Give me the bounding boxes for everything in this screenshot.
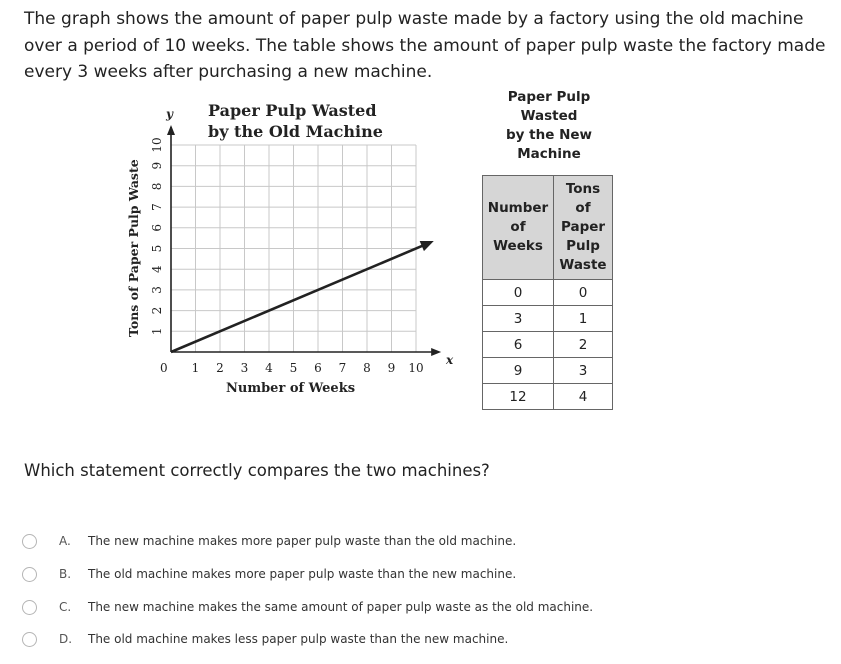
choice-b[interactable] — [22, 563, 642, 585]
y-tick-label: 8 — [150, 182, 164, 191]
choice-text[interactable]: The old machine makes less paper pulp waste than the new machine. — [88, 632, 509, 646]
table-row — [483, 280, 613, 306]
y-axis-arrowhead — [167, 125, 175, 135]
tons-cell: 4 — [554, 384, 613, 410]
y-tick-label: 9 — [150, 161, 164, 170]
y-tick-label: 6 — [150, 223, 164, 232]
table-row — [483, 332, 613, 358]
intro-line: over a period of 10 weeks. The table shows the amount of paper pulp waste the factory made — [24, 35, 826, 56]
table-title-line: by the New — [505, 127, 592, 143]
y-tick-label: 10 — [150, 137, 164, 153]
header-tons: Tons of Paper Pulp Waste — [554, 176, 613, 280]
y-tick-label: 1 — [150, 327, 164, 336]
x-axis-arrowhead — [431, 348, 441, 356]
old-machine-chart — [118, 88, 468, 396]
chart-axes — [167, 125, 441, 356]
origin-label: 0 — [160, 361, 168, 375]
choice-letter: B. — [59, 567, 72, 581]
tons-cell: 2 — [554, 332, 613, 358]
x-axis-symbol: x — [446, 353, 454, 367]
choice-letter: D. — [59, 632, 73, 646]
choice-c[interactable] — [22, 596, 642, 618]
y-tick-label: 3 — [150, 286, 164, 294]
table-header-row — [483, 176, 613, 280]
weeks-cell: 9 — [483, 358, 554, 384]
intro-line: The graph shows the amount of paper pulp waste made by a factory using the old machine — [24, 9, 804, 29]
header-weeks: Number of Weeks — [483, 176, 554, 280]
weeks-cell: 0 — [483, 280, 554, 306]
radio-d[interactable] — [22, 632, 37, 647]
chart-title-line-2: by the Old Machine — [208, 122, 383, 141]
y-axis-symbol: y — [166, 107, 173, 121]
tons-cell: 0 — [554, 280, 613, 306]
weeks-cell: 12 — [483, 384, 554, 410]
radio-b[interactable] — [22, 567, 37, 582]
y-tick-label: 4 — [150, 265, 164, 274]
x-tick-label: 1 — [191, 361, 200, 375]
chart-grid — [171, 145, 416, 352]
x-axis-label: Number of Weeks — [226, 381, 356, 396]
intro-line: every 3 weeks after purchasing a new machine. — [24, 62, 433, 82]
y-tick-label: 5 — [150, 244, 164, 253]
tons-cell: 1 — [554, 306, 613, 332]
choice-letter: A. — [59, 534, 71, 548]
x-tick-label: 4 — [265, 361, 273, 375]
choice-letter: C. — [59, 600, 72, 614]
table-title — [496, 88, 602, 164]
radio-c[interactable] — [22, 600, 37, 615]
choice-a[interactable] — [22, 530, 642, 552]
choice-text[interactable]: The new machine makes the same amount of paper pulp waste as the old machine. — [88, 600, 594, 614]
intro-text — [24, 6, 824, 86]
x-tick-label: 8 — [363, 361, 371, 375]
table-title-line: Wasted — [520, 108, 578, 124]
question-text: Which statement correctly compares the two machines? — [24, 461, 490, 480]
chart-ticks — [150, 137, 424, 375]
table-row — [483, 358, 613, 384]
tons-cell: 3 — [554, 358, 613, 384]
x-tick-label: 2 — [216, 361, 224, 375]
table-row — [483, 306, 613, 332]
choice-text[interactable]: The new machine makes more paper pulp waste than the old machine. — [88, 534, 517, 548]
table-title-line: Paper Pulp — [507, 89, 591, 105]
x-tick-label: 7 — [338, 361, 347, 375]
radio-a[interactable] — [22, 534, 37, 549]
new-machine-table — [482, 175, 613, 410]
y-axis-label: Tons of Paper Pulp Waste — [126, 159, 141, 337]
x-tick-label: 5 — [289, 361, 298, 375]
x-tick-label: 6 — [314, 361, 322, 375]
y-tick-label: 7 — [150, 203, 164, 211]
table-row — [483, 384, 613, 410]
x-tick-label: 10 — [408, 361, 424, 375]
table-title-line: Machine — [517, 146, 581, 162]
chart-series — [171, 241, 434, 352]
y-tick-label: 2 — [150, 306, 164, 315]
series-line — [171, 243, 428, 352]
choice-d[interactable] — [22, 628, 642, 650]
x-tick-label: 9 — [387, 361, 396, 375]
weeks-cell: 6 — [483, 332, 554, 358]
chart-title-line-1: Paper Pulp Wasted — [208, 101, 377, 120]
choice-text[interactable]: The old machine makes more paper pulp waste than the new machine. — [88, 567, 517, 581]
x-tick-label: 3 — [240, 361, 249, 375]
weeks-cell: 3 — [483, 306, 554, 332]
